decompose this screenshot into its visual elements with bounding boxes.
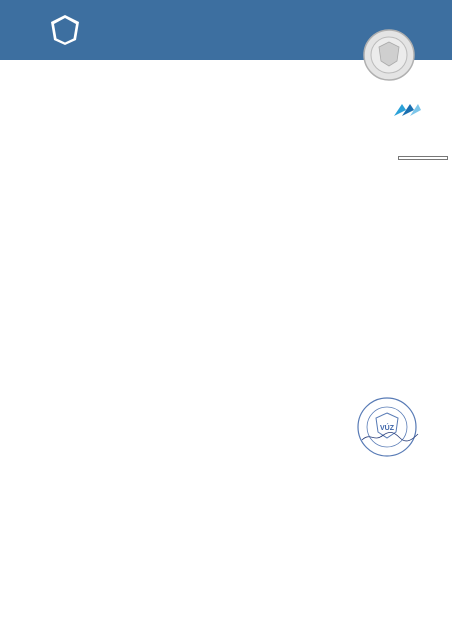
signature-icon <box>360 430 420 444</box>
official-stamp-icon <box>356 396 418 458</box>
ewf-logo-icon <box>392 100 422 118</box>
ewf-seal-icon <box>362 28 416 82</box>
vuz-logo-icon <box>50 14 80 46</box>
svg-text:VÚZ: VÚZ <box>380 425 394 432</box>
ewf-cert-box <box>398 156 448 160</box>
